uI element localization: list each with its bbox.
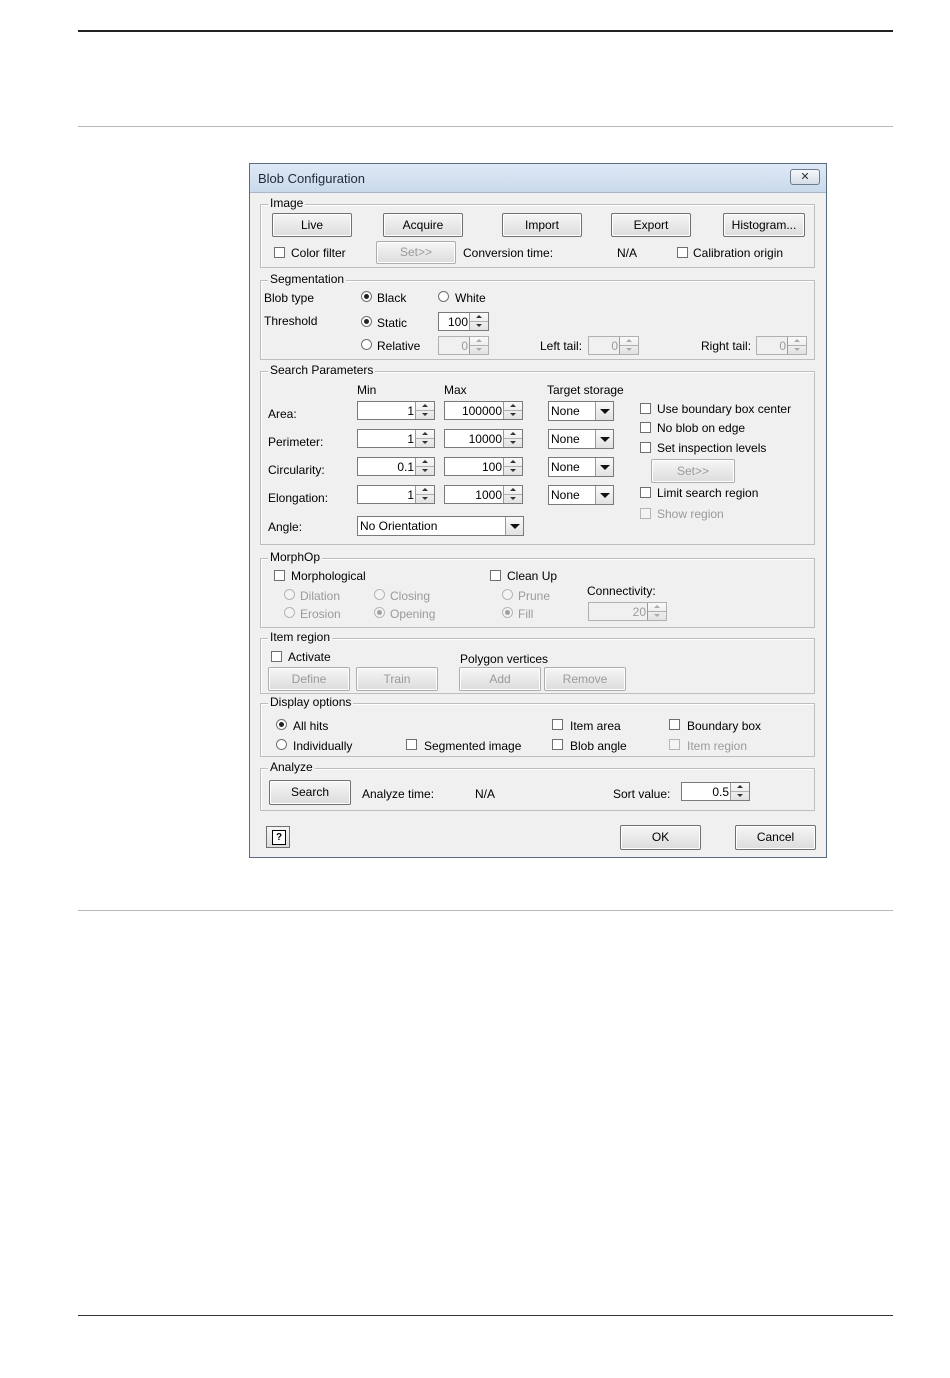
relative-label: Relative (377, 339, 421, 353)
use-boundary-box-center-label: Use boundary box center (657, 402, 792, 416)
dilation-radio[interactable] (284, 589, 295, 600)
area-label: Area: (268, 407, 297, 421)
dialog-titlebar (250, 164, 826, 193)
circularity-target-value: None (551, 460, 580, 474)
elongation-label: Elongation: (268, 491, 329, 505)
close-button[interactable] (790, 169, 820, 185)
min-column-header: Min (357, 383, 377, 397)
elongation-min-value: 1 (407, 488, 414, 502)
sort-value-stepper[interactable] (681, 782, 750, 801)
area-min-stepper[interactable] (357, 401, 435, 420)
page-bottom-rule (78, 1315, 893, 1316)
fill-radio[interactable] (502, 607, 513, 618)
stepper-arrows-icon[interactable] (415, 458, 434, 475)
image-set-button[interactable]: Set>> (376, 241, 456, 264)
export-button[interactable]: Export (611, 213, 691, 237)
erosion-radio[interactable] (284, 607, 295, 618)
limit-search-region-label: Limit search region (657, 486, 759, 500)
blob-type-label: Blob type (264, 291, 315, 305)
white-radio[interactable] (438, 291, 449, 302)
area-target-value: None (551, 404, 580, 418)
perimeter-max-stepper[interactable] (444, 429, 523, 448)
circularity-max-stepper[interactable] (444, 457, 523, 476)
analyze-legend: Analyze (270, 760, 313, 774)
analyze-group (260, 760, 815, 811)
stepper-arrows-icon[interactable] (503, 486, 522, 503)
activate-checkbox[interactable] (271, 651, 282, 662)
no-blob-on-edge-label: No blob on edge (657, 421, 746, 435)
define-button[interactable]: Define (268, 667, 350, 691)
elongation-max-value: 1000 (475, 488, 502, 502)
angle-select[interactable] (357, 516, 524, 536)
morphop-group (260, 550, 815, 628)
item-region-display-checkbox[interactable] (669, 739, 680, 750)
perimeter-min-value: 1 (407, 432, 414, 446)
perimeter-target-select[interactable] (548, 429, 614, 449)
use-boundary-box-center-checkbox[interactable] (640, 403, 651, 414)
area-target-select[interactable] (548, 401, 614, 421)
page-header-rule (78, 126, 893, 127)
image-group (260, 196, 815, 268)
image-legend: Image (270, 196, 304, 210)
display-options-legend: Display options (270, 695, 352, 709)
stepper-arrows-icon[interactable] (469, 313, 488, 330)
area-max-stepper[interactable] (444, 401, 523, 420)
area-min-value: 1 (407, 404, 414, 418)
help-icon: ? (272, 830, 286, 845)
display-options-group (260, 695, 815, 757)
train-button[interactable]: Train (356, 667, 438, 691)
search-button[interactable]: Search (269, 780, 351, 805)
analyze-time-label: Analyze time: (362, 787, 435, 801)
dialog-title: Blob Configuration (258, 171, 365, 186)
polygon-vertices-label: Polygon vertices (460, 652, 549, 666)
stepper-arrows-icon[interactable] (730, 783, 749, 800)
sort-value-label: Sort value: (613, 787, 671, 801)
segmentation-legend: Segmentation (270, 272, 345, 286)
add-vertex-button[interactable]: Add (459, 667, 541, 691)
elongation-max-stepper[interactable] (444, 485, 523, 504)
connectivity-stepper[interactable] (588, 602, 667, 621)
all-hits-radio[interactable] (276, 719, 287, 730)
white-label: White (455, 291, 486, 305)
closing-radio[interactable] (374, 589, 385, 600)
right-tail-label: Right tail: (701, 339, 752, 353)
page-figure-rule (78, 910, 893, 911)
elongation-target-value: None (551, 488, 580, 502)
sort-value-value: 0.5 (712, 785, 729, 799)
circularity-max-value: 100 (481, 460, 502, 474)
segmentation-group (260, 272, 815, 360)
right-tail-stepper[interactable] (756, 336, 807, 355)
threshold-label: Threshold (264, 314, 318, 328)
left-tail-stepper[interactable] (588, 336, 639, 355)
individually-label: Individually (293, 739, 353, 753)
close-icon: ✕ (800, 171, 810, 183)
clean-up-checkbox[interactable] (490, 570, 501, 581)
show-region-checkbox[interactable] (640, 508, 651, 519)
closing-label: Closing (390, 589, 431, 603)
prune-radio[interactable] (502, 589, 513, 600)
chevron-down-icon[interactable] (505, 517, 523, 535)
live-button[interactable]: Live (272, 213, 352, 237)
color-filter-label: Color filter (291, 246, 346, 260)
prune-label: Prune (518, 589, 551, 603)
item-region-display-label: Item region (687, 739, 748, 753)
connectivity-label: Connectivity: (587, 584, 656, 598)
erosion-label: Erosion (300, 607, 341, 621)
limit-search-region-checkbox[interactable] (640, 487, 651, 498)
static-label: Static (377, 316, 408, 330)
activate-label: Activate (288, 650, 331, 664)
blob-configuration-dialog (249, 163, 827, 858)
stepper-arrows-icon[interactable] (469, 337, 488, 354)
help-button[interactable] (266, 826, 290, 848)
circularity-min-value: 0.1 (397, 460, 414, 474)
max-column-header: Max (444, 383, 467, 397)
page-top-rule (78, 30, 893, 32)
search-parameters-group (260, 363, 815, 545)
target-storage-column-header: Target storage (547, 383, 624, 397)
ok-button[interactable]: OK (620, 825, 701, 850)
relative-threshold-stepper[interactable] (438, 336, 489, 355)
set-inspection-levels-label: Set inspection levels (657, 441, 767, 455)
stepper-arrows-icon[interactable] (415, 486, 434, 503)
opening-radio[interactable] (374, 607, 385, 618)
opening-label: Opening (390, 607, 436, 621)
stepper-arrows-icon[interactable] (503, 430, 522, 447)
stepper-arrows-icon[interactable] (415, 430, 434, 447)
blob-angle-label: Blob angle (570, 739, 627, 753)
right-tail-value: 0 (779, 339, 786, 353)
remove-vertex-button[interactable]: Remove (544, 667, 626, 691)
perimeter-label: Perimeter: (268, 435, 324, 449)
black-label: Black (377, 291, 407, 305)
morphop-legend: MorphOp (270, 550, 321, 564)
circularity-target-select[interactable] (548, 457, 614, 477)
connectivity-value: 20 (632, 605, 646, 619)
analyze-time-value: N/A (475, 787, 496, 801)
static-threshold-value: 100 (447, 315, 468, 329)
segmented-image-checkbox[interactable] (406, 739, 417, 750)
perimeter-max-value: 10000 (468, 432, 502, 446)
fill-label: Fill (518, 607, 534, 621)
calibration-origin-checkbox[interactable] (677, 247, 688, 258)
angle-value: No Orientation (360, 519, 438, 533)
no-blob-on-edge-checkbox[interactable] (640, 422, 651, 433)
boundary-box-label: Boundary box (687, 719, 762, 733)
left-tail-value: 0 (611, 339, 618, 353)
chevron-down-icon[interactable] (595, 402, 613, 420)
color-filter-checkbox[interactable] (274, 247, 285, 258)
individually-radio[interactable] (276, 739, 287, 750)
static-radio[interactable] (361, 316, 372, 327)
item-region-legend: Item region (270, 630, 331, 644)
relative-radio[interactable] (361, 339, 372, 350)
circularity-label: Circularity: (268, 463, 325, 477)
stepper-arrows-icon[interactable] (503, 402, 522, 419)
relative-threshold-value: 0 (461, 339, 468, 353)
stepper-arrows-icon[interactable] (619, 337, 638, 354)
morphological-checkbox[interactable] (274, 570, 285, 581)
area-max-value: 100000 (461, 404, 502, 418)
chevron-down-icon[interactable] (595, 430, 613, 448)
perimeter-target-value: None (551, 432, 580, 446)
perimeter-min-stepper[interactable] (357, 429, 435, 448)
show-region-label: Show region (657, 507, 724, 521)
stepper-arrows-icon[interactable] (647, 603, 666, 620)
morphological-label: Morphological (291, 569, 366, 583)
histogram-button[interactable]: Histogram... (723, 213, 805, 237)
elongation-min-stepper[interactable] (357, 485, 435, 504)
circularity-min-stepper[interactable] (357, 457, 435, 476)
clean-up-label: Clean Up (507, 569, 558, 583)
set-inspection-levels-checkbox[interactable] (640, 442, 651, 453)
left-tail-label: Left tail: (540, 339, 583, 353)
chevron-down-icon[interactable] (595, 458, 613, 476)
elongation-target-select[interactable] (548, 485, 614, 505)
inspection-set-button[interactable]: Set>> (651, 459, 735, 483)
cancel-button[interactable]: Cancel (735, 825, 816, 850)
stepper-arrows-icon[interactable] (415, 402, 434, 419)
boundary-box-checkbox[interactable] (669, 719, 680, 730)
acquire-button[interactable]: Acquire (383, 213, 463, 237)
stepper-arrows-icon[interactable] (503, 458, 522, 475)
black-radio[interactable] (361, 291, 372, 302)
conversion-time-label: Conversion time: (463, 246, 554, 260)
search-parameters-legend: Search Parameters (270, 363, 374, 377)
conversion-time-value: N/A (617, 246, 638, 260)
item-region-group (260, 630, 815, 694)
static-threshold-stepper[interactable] (438, 312, 489, 331)
stepper-arrows-icon[interactable] (787, 337, 806, 354)
item-area-label: Item area (570, 719, 621, 733)
dilation-label: Dilation (300, 589, 341, 603)
import-button[interactable]: Import (502, 213, 582, 237)
segmented-image-label: Segmented image (424, 739, 522, 753)
angle-label: Angle: (268, 520, 303, 534)
calibration-origin-label: Calibration origin (693, 246, 784, 260)
blob-angle-checkbox[interactable] (552, 739, 563, 750)
item-area-checkbox[interactable] (552, 719, 563, 730)
chevron-down-icon[interactable] (595, 486, 613, 504)
all-hits-label: All hits (293, 719, 329, 733)
